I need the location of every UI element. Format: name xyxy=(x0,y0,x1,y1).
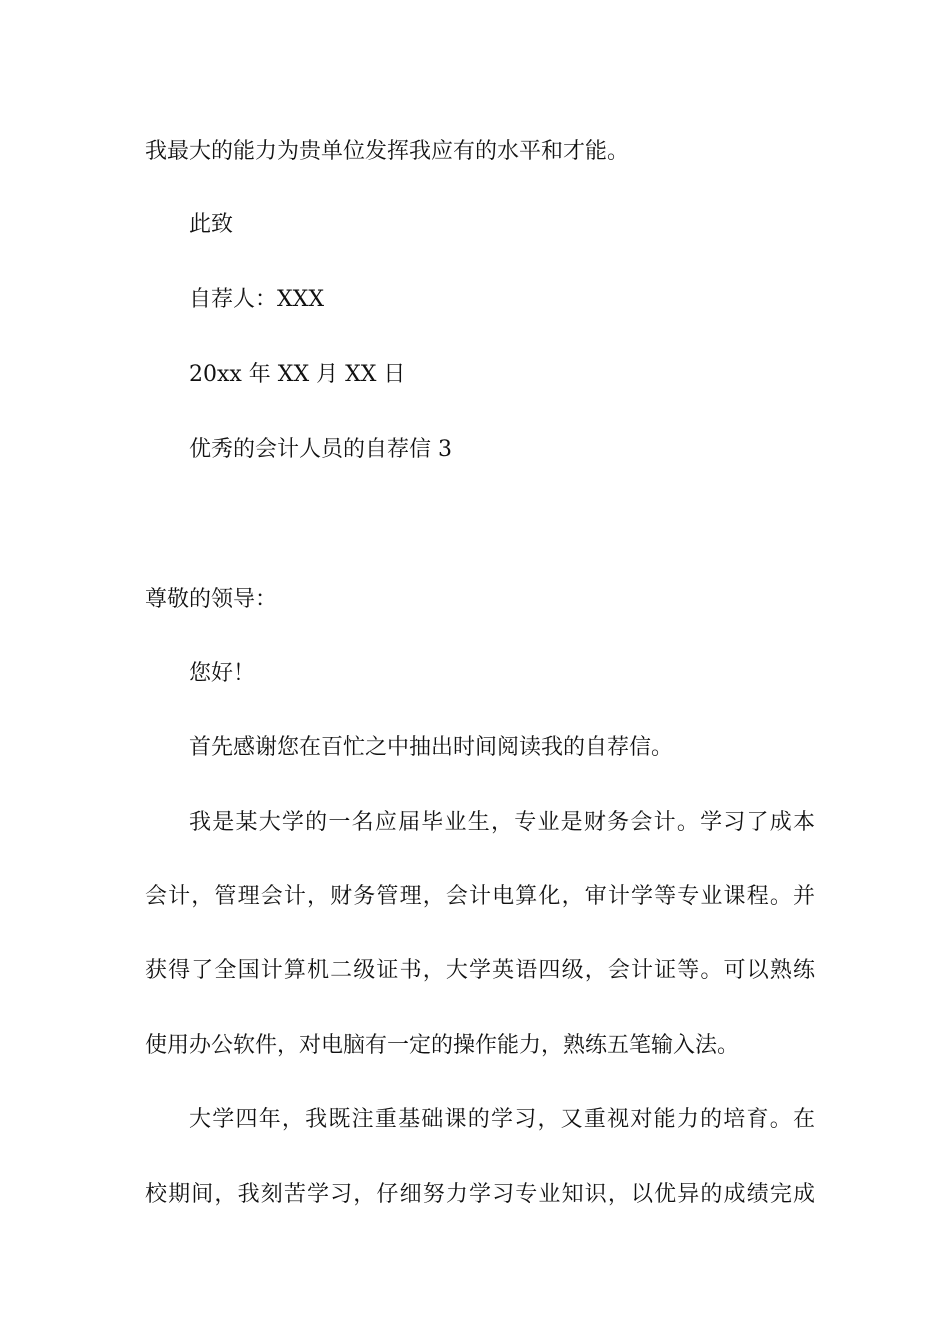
body-text-line: 我最大的能力为贵单位发挥我应有的水平和才能。 xyxy=(145,139,630,164)
closing-salutation: 此致 xyxy=(189,212,234,237)
greeting: 您好！ xyxy=(189,661,256,686)
body-text-line: 校期间，我刻苦学习，仔细努力学习专业知识，以优异的成绩完成 xyxy=(145,1182,815,1207)
greeting-recipient: 尊敬的领导： xyxy=(145,587,278,612)
body-text-line: 我是某大学的一名应届毕业生，专业是财务会计。学习了成本 xyxy=(189,810,815,835)
body-text-line: 使用办公软件，对电脑有一定的操作能力，熟练五笔输入法。 xyxy=(145,1033,740,1058)
body-text-line: 会计，管理会计，财务管理，会计电算化，审计学等专业课程。并 xyxy=(145,884,815,909)
body-text-line: 获得了全国计算机二级证书，大学英语四级，会计证等。可以熟练 xyxy=(145,958,815,983)
date-line: 20xx 年 XX 月 XX 日 xyxy=(189,362,406,387)
body-text-line: 大学四年，我既注重基础课的学习，又重视对能力的培育。在 xyxy=(189,1107,815,1132)
signature-line: 自荐人：XXX xyxy=(189,287,324,312)
body-text-line: 首先感谢您在百忙之中抽出时间阅读我的自荐信。 xyxy=(189,735,674,760)
section-title: 优秀的会计人员的自荐信 3 xyxy=(189,437,452,462)
